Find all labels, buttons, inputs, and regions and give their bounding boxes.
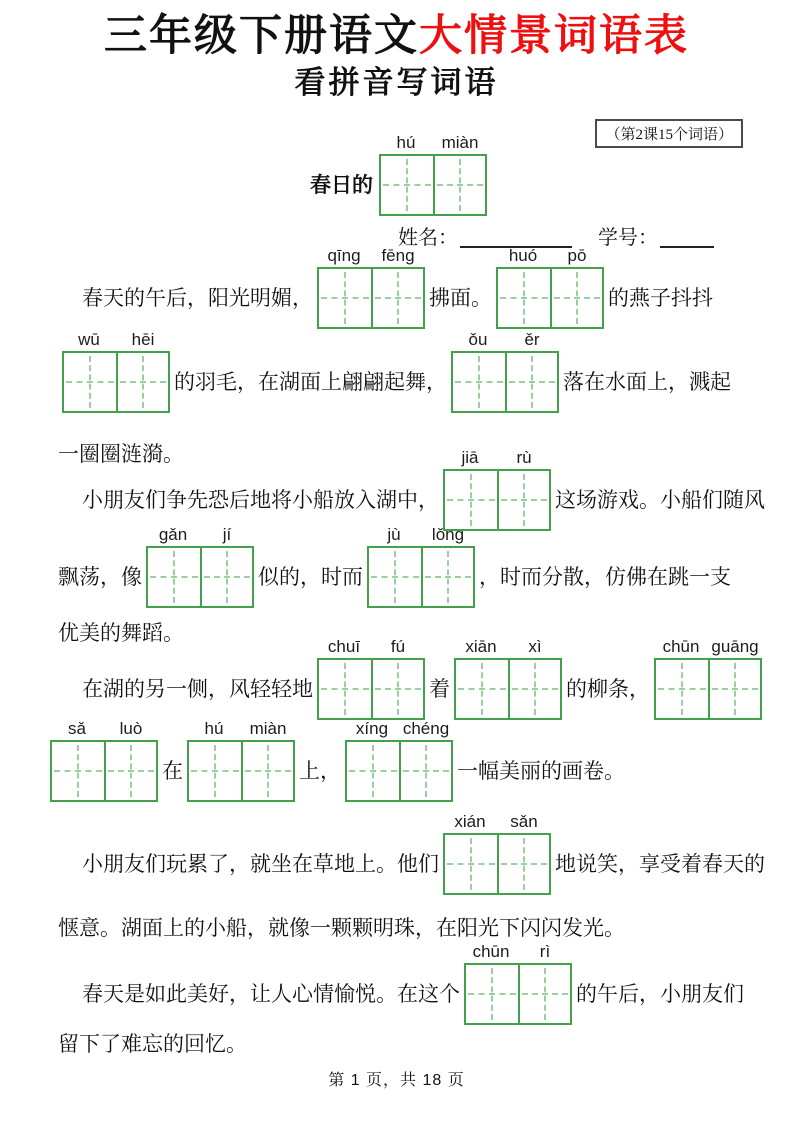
paragraph-text: 地说笑，享受着春天的 xyxy=(555,851,765,876)
writing-grid xyxy=(496,267,604,329)
pinyin-label xyxy=(187,719,295,739)
paragraph-text: ，时而分散，仿佛在跳一支 xyxy=(479,564,731,589)
pinyin-label xyxy=(451,330,559,350)
paragraph-text: 的燕子抖抖 xyxy=(608,285,713,310)
pinyin-syllable: hēi xyxy=(131,329,155,349)
pinyin-label xyxy=(146,525,254,545)
name-label: 姓名： xyxy=(398,226,458,249)
pinyin-syllable: wū xyxy=(78,329,100,349)
pinyin-syllable: miàn xyxy=(441,132,479,152)
pinyin-syllable: xiān xyxy=(465,636,497,656)
worksheet-line xyxy=(58,636,759,720)
worksheet-line xyxy=(58,524,735,608)
grid-cell[interactable] xyxy=(497,471,549,529)
paragraph-text: 惬意。湖面上的小船，就像一颗颗明珠，在阳光下闪闪发光。 xyxy=(58,915,625,940)
answer-box[interactable] xyxy=(187,718,295,802)
answer-box[interactable] xyxy=(379,132,487,216)
answer-box[interactable] xyxy=(146,524,254,608)
grid-cell[interactable] xyxy=(399,742,451,800)
worksheet-line xyxy=(58,941,744,1025)
writing-grid xyxy=(317,658,425,720)
grid-cell[interactable] xyxy=(52,742,104,800)
grid-cell[interactable] xyxy=(508,660,560,718)
answer-box[interactable] xyxy=(654,636,762,720)
writing-grid xyxy=(187,740,295,802)
grid-cell[interactable] xyxy=(445,835,497,893)
pinyin-syllable: xì xyxy=(528,636,542,656)
grid-cell[interactable] xyxy=(64,353,116,411)
pinyin-label xyxy=(654,637,762,657)
grid-cell[interactable] xyxy=(453,353,505,411)
pinyin-syllable: rù xyxy=(516,447,532,467)
answer-box[interactable] xyxy=(451,329,559,413)
grid-cell[interactable] xyxy=(148,548,200,606)
pinyin-label xyxy=(443,448,551,468)
grid-cell[interactable] xyxy=(319,660,371,718)
writing-grid xyxy=(464,963,572,1025)
grid-cell[interactable] xyxy=(371,269,423,327)
paragraph-text: 飘荡，像 xyxy=(58,564,142,589)
writing-grid xyxy=(654,658,762,720)
grid-cell[interactable] xyxy=(200,548,252,606)
answer-box[interactable] xyxy=(317,636,425,720)
grid-cell[interactable] xyxy=(369,548,421,606)
intro-label: 春日的 xyxy=(310,172,373,197)
name-blank-field[interactable] xyxy=(460,226,572,248)
paragraph-text: 小朋友们争先恐后地将小船放入湖中， xyxy=(82,487,439,512)
page-title-black: 三年级下册语文 xyxy=(104,13,419,60)
pinyin-syllable: hú xyxy=(204,718,224,738)
grid-cell[interactable] xyxy=(456,660,508,718)
writing-grid xyxy=(146,546,254,608)
grid-cell[interactable] xyxy=(319,269,371,327)
paragraph-text: 的羽毛，在湖面上翩翩起舞， xyxy=(174,369,447,394)
pinyin-label xyxy=(443,812,551,832)
paragraph-text: 这场游戏。小船们随风 xyxy=(555,487,765,512)
pinyin-label xyxy=(317,246,425,266)
answer-box[interactable] xyxy=(496,245,604,329)
pinyin-syllable: jí xyxy=(222,524,232,544)
pinyin-label xyxy=(464,942,572,962)
pinyin-label xyxy=(50,719,158,739)
paragraph-text: 似的，时而 xyxy=(258,564,363,589)
paragraph-text: 在 xyxy=(162,758,183,783)
answer-box[interactable] xyxy=(464,941,572,1025)
answer-box[interactable] xyxy=(454,636,562,720)
paragraph-text: 落在水面上，溅起 xyxy=(563,369,731,394)
grid-cell[interactable] xyxy=(421,548,473,606)
page-title-red: 大情景词语表 xyxy=(419,13,689,60)
paragraph-text: 的午后，小朋友们 xyxy=(576,981,744,1006)
worksheet-line xyxy=(58,439,735,469)
grid-cell[interactable] xyxy=(550,269,602,327)
page-subtitle: 看拼音写词语 xyxy=(294,64,499,100)
page-title xyxy=(58,10,735,64)
grid-cell[interactable] xyxy=(498,269,550,327)
pinyin-syllable: hú xyxy=(396,132,416,152)
worksheet-line xyxy=(58,245,735,329)
writing-grid xyxy=(345,740,453,802)
paragraph-text: 一幅美丽的画卷。 xyxy=(457,758,625,783)
pinyin-syllable: guāng xyxy=(711,636,759,656)
pinyin-syllable: rì xyxy=(539,941,551,961)
paragraph-text: 春天是如此美好，让人心情愉悦。在这个 xyxy=(82,981,460,1006)
pinyin-syllable: sǎn xyxy=(510,811,538,831)
paragraph-text: 春天的午后，阳光明媚， xyxy=(82,285,313,310)
writing-grid xyxy=(317,267,425,329)
grid-cell[interactable] xyxy=(241,742,293,800)
answer-box[interactable] xyxy=(62,329,170,413)
writing-grid xyxy=(50,740,158,802)
grid-cell[interactable] xyxy=(116,353,168,411)
grid-cell[interactable] xyxy=(505,353,557,411)
grid-cell[interactable] xyxy=(708,660,760,718)
pinyin-label xyxy=(345,719,453,739)
page-footer: 第 1 页，共 18 页 xyxy=(328,1071,465,1089)
grid-cell[interactable] xyxy=(104,742,156,800)
paragraph-text: 留下了难忘的回忆。 xyxy=(58,1031,247,1056)
grid-cell[interactable] xyxy=(381,156,433,214)
pinyin-syllable: jù xyxy=(387,524,401,544)
writing-grid xyxy=(443,833,551,895)
grid-cell[interactable] xyxy=(347,742,399,800)
grid-cell[interactable] xyxy=(466,965,518,1023)
answer-box[interactable] xyxy=(443,447,551,531)
worksheet-line xyxy=(58,1029,735,1059)
pinyin-syllable: luò xyxy=(119,718,143,738)
worksheet-line xyxy=(58,329,735,413)
writing-grid xyxy=(451,351,559,413)
student-id-label: 学号： xyxy=(598,226,658,249)
answer-box[interactable] xyxy=(317,245,425,329)
writing-grid xyxy=(443,469,551,531)
paragraph-text: 优美的舞蹈。 xyxy=(58,620,184,645)
pinyin-syllable: pō xyxy=(567,245,587,265)
grid-cell[interactable] xyxy=(433,156,485,214)
pinyin-label xyxy=(379,133,487,153)
pinyin-label xyxy=(317,637,425,657)
pinyin-syllable: chuī xyxy=(327,636,361,656)
worksheet-line xyxy=(58,913,735,943)
pinyin-syllable: ěr xyxy=(524,329,540,349)
writing-grid xyxy=(367,546,475,608)
worksheet-line xyxy=(46,718,735,802)
pinyin-syllable: lǒng xyxy=(431,524,465,544)
pinyin-syllable: sǎ xyxy=(68,718,86,738)
paragraph-text: 一圈圈涟漪。 xyxy=(58,441,184,466)
answer-box[interactable] xyxy=(345,718,453,802)
writing-grid xyxy=(62,351,170,413)
paragraph-text: 在湖的另一侧，风轻轻地 xyxy=(82,676,313,701)
pinyin-label xyxy=(496,246,604,266)
worksheet-body xyxy=(58,245,765,1059)
pinyin-syllable: chūn xyxy=(472,941,510,961)
grid-cell[interactable] xyxy=(656,660,708,718)
pinyin-syllable: xián xyxy=(454,811,486,831)
answer-box[interactable] xyxy=(443,811,551,895)
pinyin-syllable: gǎn xyxy=(158,524,188,544)
pinyin-syllable: xíng xyxy=(355,718,389,738)
pinyin-label xyxy=(367,525,475,545)
paragraph-text: 着 xyxy=(429,676,450,701)
paragraph-text: 小朋友们玩累了，就坐在草地上。他们 xyxy=(82,851,439,876)
grid-cell[interactable] xyxy=(497,835,549,893)
grid-cell[interactable] xyxy=(445,471,497,529)
paragraph-text: 的柳条， xyxy=(566,676,650,701)
pinyin-syllable: chūn xyxy=(662,636,700,656)
pinyin-syllable: fēng xyxy=(381,245,415,265)
lesson-note-badge: （第2课15个词语） xyxy=(595,119,743,148)
grid-cell[interactable] xyxy=(371,660,423,718)
student-id-blank-field[interactable] xyxy=(660,226,714,248)
paragraph-text: 拂面。 xyxy=(429,285,492,310)
pinyin-syllable: qīng xyxy=(327,245,361,265)
worksheet-line xyxy=(58,811,765,895)
pinyin-syllable: jiā xyxy=(461,447,479,467)
grid-cell[interactable] xyxy=(189,742,241,800)
writing-grid xyxy=(379,154,487,216)
answer-box[interactable] xyxy=(367,524,475,608)
answer-box[interactable] xyxy=(50,718,158,802)
pinyin-syllable: ǒu xyxy=(468,329,488,349)
pinyin-syllable: fú xyxy=(390,636,406,656)
pinyin-syllable: huó xyxy=(508,245,538,265)
pinyin-label xyxy=(62,330,170,350)
pinyin-syllable: miàn xyxy=(249,718,287,738)
writing-grid xyxy=(454,658,562,720)
paragraph-text: 上， xyxy=(299,758,341,783)
pinyin-syllable: chéng xyxy=(402,718,450,738)
pinyin-label xyxy=(454,637,562,657)
grid-cell[interactable] xyxy=(518,965,570,1023)
